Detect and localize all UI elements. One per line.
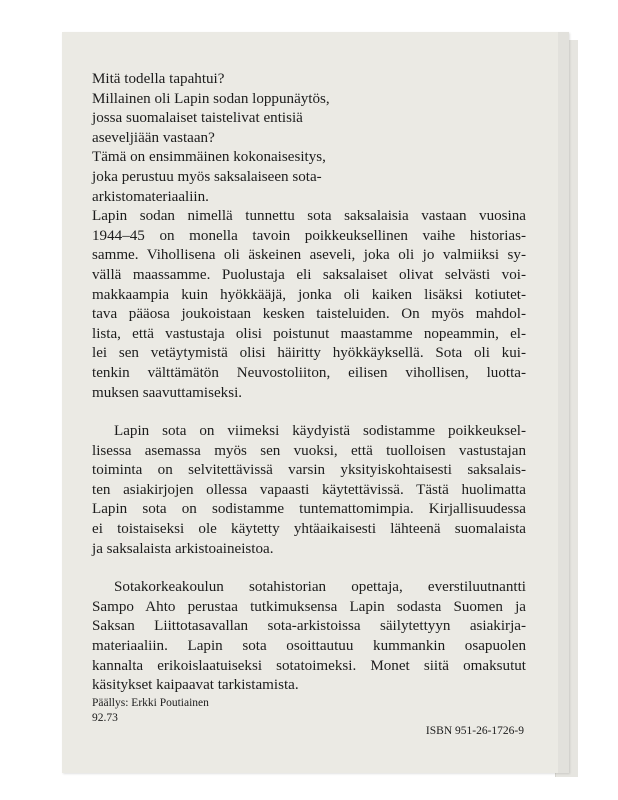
paragraph-line: Lapin sodan nimellä tunnettu sota saksalaisia vastaan vuosina: [92, 208, 526, 225]
paragraph-line: kannalta erikoislaatuiseksi sotatoimeksi. Monet siitä omaksutut: [92, 657, 526, 674]
intro-line: Tämä on ensimmäinen kokonaisesitys,: [92, 149, 326, 166]
paragraph-line: samme. Vihollisena oli äskeinen aseveli, joka oli jo valmiiksi sy-: [92, 247, 526, 264]
intro-line: aseveljiään vastaan?: [92, 129, 215, 146]
paragraph-line: Saksan Liittotasavallan sota-arkistoissa säilytettyyn asiakirja-: [92, 618, 526, 635]
intro-questions: [92, 70, 526, 207]
paragraph-line: Lapin sota on sodistamme tuntemattomimpia. Kirjallisuudessa: [92, 501, 526, 518]
intro-line: Mitä todella tapahtui?: [92, 71, 225, 87]
isbn-number: ISBN 951-26-1726-9: [425, 725, 524, 737]
paragraph-sources: [92, 422, 526, 559]
paragraph-author: [92, 578, 526, 696]
cover-credit-block: [92, 696, 209, 726]
paragraph-line: ja saksalaista arkistoaineistoa.: [92, 540, 274, 557]
paragraph-line: Sotakorkeakoulun sotahistorian opettaja, everstiluutnantti: [114, 579, 526, 596]
paragraph-line: tenkin välttämätön Neuvostoliiton, eilisen vihollisen, luotta-: [92, 364, 526, 381]
paragraph-line: makkaampia kuin hyökkääjä, jonka oli kaiken lisäksi kotiutet-: [92, 286, 526, 303]
paragraph-line: lisessa asemassa myös sen vuoksi, että tuolloisen vastustajan: [92, 442, 526, 459]
paragraph-line: käsitykset kaipaavat tarkistamista.: [92, 677, 299, 694]
paragraph-line: lei sen vetäytymistä olisi häiritty hyökkäyksellä. Sota oli kui-: [92, 345, 526, 362]
paragraph-line: toiminta on selvitettävissä varsin yksityiskohtaisesti saksalais-: [92, 462, 526, 479]
cover-designer-credit: Päällys: Erkki Poutiainen: [92, 697, 209, 709]
paragraph-line: Lapin sota on viimeksi käydyistä sodistamme poikkeuksel-: [114, 423, 526, 440]
paragraph-line: ei toistaiseksi ole käytetty yhtäaikaisesti lähteenä suomalaista: [92, 521, 526, 538]
paragraph-line: materiaaliin. Lapin sota osoittautuu kummankin osapuolen: [92, 638, 526, 655]
intro-line: Millainen oli Lapin sodan loppunäytös,: [92, 90, 330, 107]
intro-line: jossa suomalaiset taistelivat entisiä: [92, 110, 303, 127]
paragraph-lapland-war: [92, 207, 526, 403]
paragraph-line: lista, että vastustaja olisi poistunut maastamme nopeammin, el-: [92, 325, 526, 342]
intro-line: arkistomateriaaliin.: [92, 188, 209, 205]
back-cover-text: [92, 70, 526, 696]
paragraph-line: muksen saavuttamiseksi.: [92, 384, 243, 401]
classification-code: 92.73: [92, 712, 118, 724]
paragraph-line: ten asiakirjojen ollessa vapaasti käytettävissä. Tästä huolimatta: [92, 481, 526, 498]
intro-line: joka perustuu myös saksalaiseen sota-: [92, 168, 322, 185]
paragraph-line: tava pääosa joukoistaan kesken taisteluiden. On myös mahdol-: [92, 306, 526, 323]
paragraph-line: vällä maassamme. Puolustaja eli saksalaiset olivat selvästi voi-: [92, 266, 526, 283]
paragraph-line: Sampo Ahto perustaa tutkimuksensa Lapin sodasta Suomen ja: [92, 598, 526, 615]
paragraph-line: 1944–45 on monella tavoin poikkeuksellinen vaihe historias-: [92, 227, 526, 244]
